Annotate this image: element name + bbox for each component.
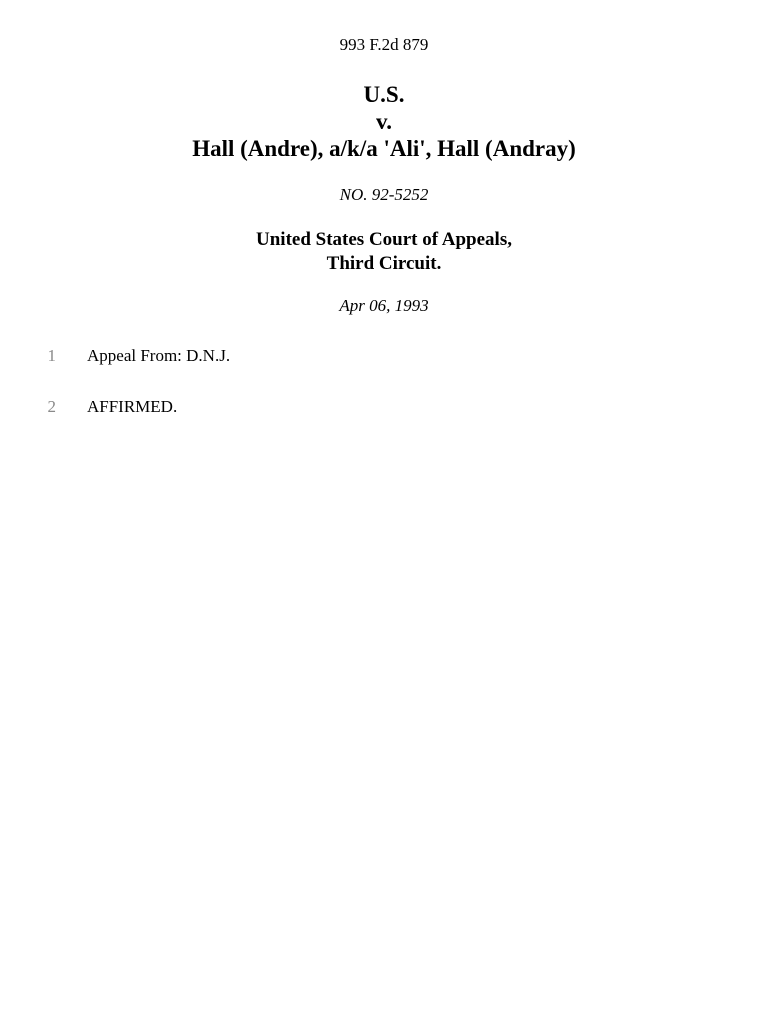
court-name-line-2: Third Circuit. [326, 253, 442, 274]
docket-number: NO. 92-5252 [339, 185, 429, 204]
case-citation: 993 F.2d 879 [339, 35, 429, 54]
court-name-line-1: United States Court of Appeals, [256, 229, 512, 250]
court-name [0, 228, 768, 276]
case-caption [0, 81, 768, 162]
caption-plaintiff: U.S. [363, 82, 405, 107]
caption-defendant: Hall (Andre), a/k/a 'Ali', Hall (Andray) [192, 136, 576, 161]
paragraph-text: Appeal From: D.N.J. [87, 346, 231, 365]
paragraph-number: 1 [47, 346, 56, 365]
paragraph-text: AFFIRMED. [87, 397, 178, 416]
decision-date: Apr 06, 1993 [339, 296, 429, 315]
caption-versus: v. [376, 109, 392, 134]
paragraph-number: 2 [47, 397, 56, 416]
